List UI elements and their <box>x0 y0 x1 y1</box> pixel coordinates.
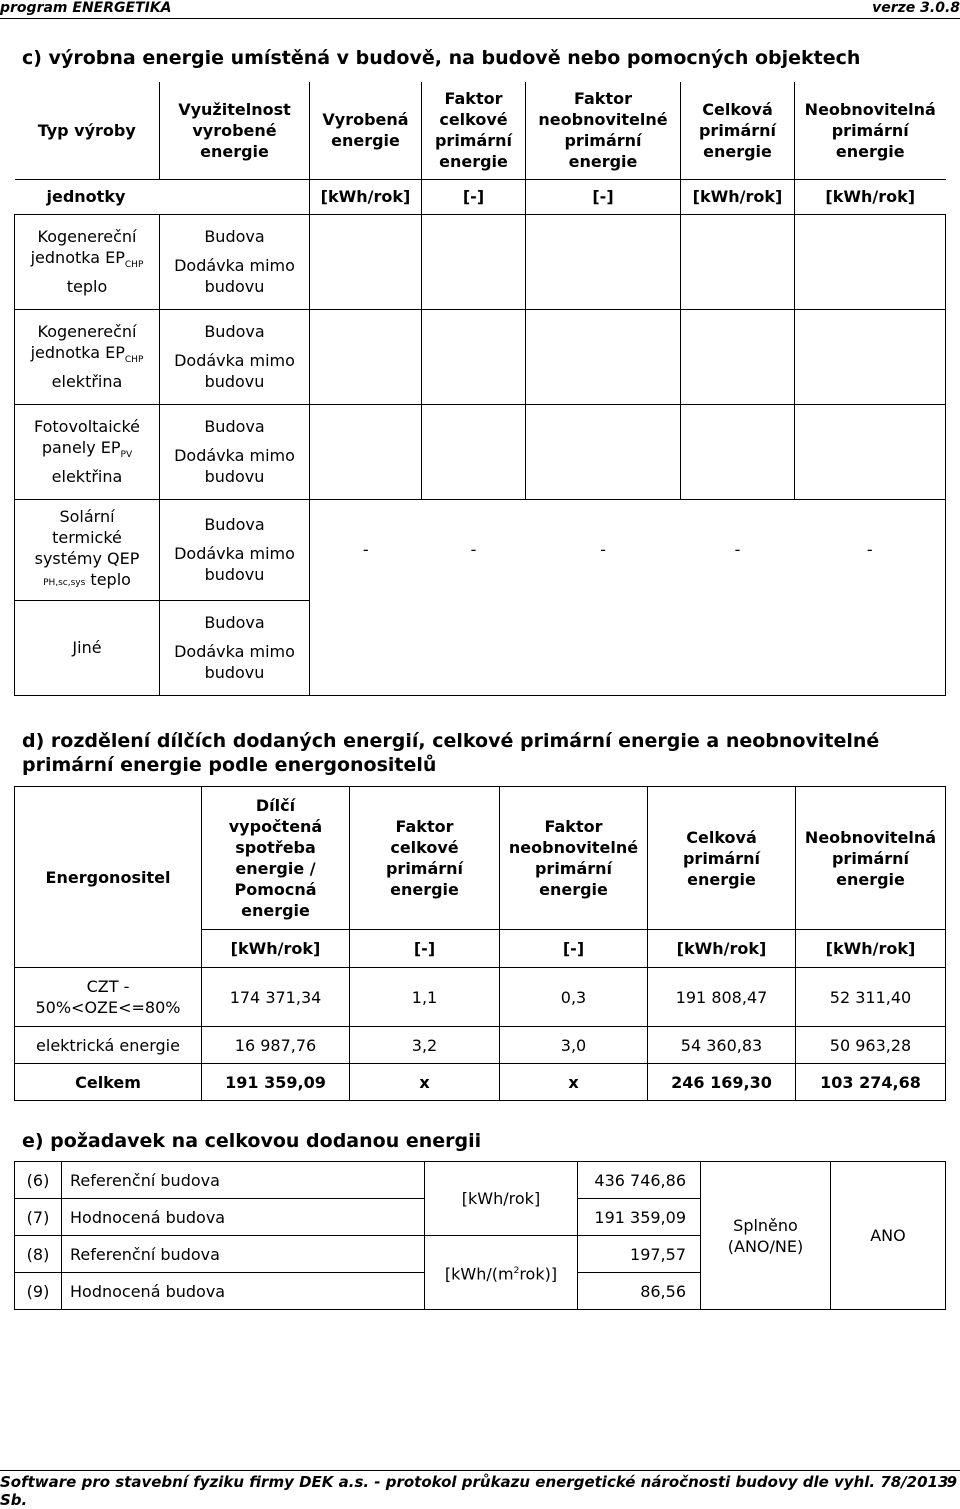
carrier-value: 16 987,76 <box>202 1027 350 1064</box>
unit-vyrobena: [kWh/rok] <box>310 179 422 214</box>
carrier-value: 3,0 <box>500 1027 648 1064</box>
carrier-row <box>15 1027 946 1064</box>
header-neobnovitelna: Neobnovitelná primární energie <box>795 82 946 179</box>
value-cell <box>795 404 946 499</box>
carrier-value: 3,2 <box>350 1027 500 1064</box>
value-cell <box>681 214 795 309</box>
unit-neobnovitelna: [kWh/rok] <box>795 179 946 214</box>
value-cell <box>310 309 422 404</box>
header-faktor-neobnovitelne: Faktor neobnovitelné primární energie <box>526 82 681 179</box>
requirement-row <box>15 1162 946 1199</box>
unit: [kWh/rok] <box>648 930 796 968</box>
unit-faktor-neobnovitelne: [-] <box>526 179 681 214</box>
value-cell <box>526 214 681 309</box>
dash-cell: - <box>600 540 606 560</box>
total-value: 103 274,68 <box>796 1064 946 1101</box>
header-energonositel: Energonositel <box>15 787 202 968</box>
row-number: (9) <box>15 1273 62 1310</box>
header-celkova: Celková primární energie <box>681 82 795 179</box>
production-header-row <box>15 82 946 179</box>
splneno-label: Splněno (ANO/NE) <box>701 1162 831 1310</box>
value-cell <box>526 600 681 695</box>
production-row <box>15 499 946 600</box>
value-cell <box>681 309 795 404</box>
value-cell <box>310 404 422 499</box>
value-cell <box>310 214 422 309</box>
usage-cell: Budova Dodávka mimo budovu <box>160 214 310 309</box>
page-number: 9 <box>946 1473 957 1491</box>
header-vyuzitelnost: Využitelnost vyrobené energie <box>160 82 310 179</box>
section-c-title: c) výrobna energie umístěná v budově, na budově nebo pomocných objektech <box>22 47 861 69</box>
delivered-energy-table <box>14 1161 946 1310</box>
header-neobnovitelna: Neobnovitelná primární energie <box>796 787 946 930</box>
header-divider <box>0 18 960 19</box>
value-cell <box>526 309 681 404</box>
row-number: (7) <box>15 1199 62 1236</box>
row-label: Referenční budova <box>62 1236 425 1273</box>
dash-cell: - <box>795 499 946 600</box>
unit-kwh: [kWh/rok] <box>425 1162 578 1236</box>
header-faktor-neobnovitelne: Faktor neobnovitelné primární energie <box>500 787 648 930</box>
production-row <box>15 309 946 404</box>
unit: [kWh/rok] <box>202 930 350 968</box>
value-cell <box>526 404 681 499</box>
unit: [-] <box>350 930 500 968</box>
carrier-name: elektrická energie <box>15 1027 202 1064</box>
carrier-value: 54 360,83 <box>648 1027 796 1064</box>
carrier-value: 191 808,47 <box>648 968 796 1027</box>
page-header <box>0 0 960 18</box>
value-cell <box>422 214 526 309</box>
units-label: jednotky <box>15 179 310 214</box>
carrier-value: 52 311,40 <box>796 968 946 1027</box>
production-row <box>15 214 946 309</box>
usage-cell: Budova Dodávka mimo budovu <box>160 309 310 404</box>
version: verze 3.0.8 <box>872 0 960 16</box>
total-value: x <box>500 1064 648 1101</box>
value-cell <box>422 309 526 404</box>
unit-celkova: [kWh/rok] <box>681 179 795 214</box>
usage-cell: Budova Dodávka mimo budovu <box>160 600 310 695</box>
energy-carrier-table <box>14 786 946 1101</box>
units-row <box>15 179 946 214</box>
value-cell <box>795 214 946 309</box>
value-cell <box>795 309 946 404</box>
carrier-value: 1,1 <box>350 968 500 1027</box>
unit: [-] <box>500 930 648 968</box>
value-cell <box>795 600 946 695</box>
carrier-total-row <box>15 1064 946 1101</box>
value-cell <box>681 600 795 695</box>
production-table <box>14 82 946 696</box>
section-e-title: e) požadavek na celkovou dodanou energii <box>22 1130 482 1152</box>
type-cell: Kogenereční jednotka $EP_{CHP}$ teplo <box>15 214 160 309</box>
production-row <box>15 404 946 499</box>
unit: [kWh/rok] <box>796 930 946 968</box>
value-cell <box>422 600 526 695</box>
total-value: x <box>350 1064 500 1101</box>
header-dilci-spotreba: Dílčí vypočtená spotřeba energie / Pomocná energie <box>202 787 350 930</box>
type-cell: Jiné <box>15 600 160 695</box>
value-cell <box>422 404 526 499</box>
row-number: (8) <box>15 1236 62 1273</box>
program-name: program ENERGETIKA <box>0 0 172 16</box>
row-label: Hodnocená budova <box>62 1199 425 1236</box>
row-label: Hodnocená budova <box>62 1273 425 1310</box>
header-faktor-celkove: Faktor celkové primární energie <box>350 787 500 930</box>
carrier-row <box>15 968 946 1027</box>
unit-kwh-m2: $[kWh/(m^2rok)]$ <box>425 1236 578 1310</box>
total-value: 246 169,30 <box>648 1064 796 1101</box>
row-label: Referenční budova <box>62 1162 425 1199</box>
unit-faktor-celkove: [-] <box>422 179 526 214</box>
carrier-header-row <box>15 787 946 930</box>
dash-cell: - <box>362 540 369 560</box>
value-cell <box>310 600 422 695</box>
carrier-name: CZT - 50%<OZE<=80% <box>15 968 202 1027</box>
page-footer <box>0 1470 960 1509</box>
dash-cell: - <box>734 540 741 560</box>
section-d-title: d) rozdělení dílčích dodaných energií, celkové primární energie a neobnovitelné primární energie podle energonositelů <box>22 730 880 776</box>
header-celkova: Celková primární energie <box>648 787 796 930</box>
total-value: 191 359,09 <box>202 1064 350 1101</box>
production-row <box>15 600 946 695</box>
row-value: 436 746,86 <box>578 1162 701 1199</box>
type-cell: Kogenereční jednotka $EP_{CHP}$ elektřina <box>15 309 160 404</box>
total-label: Celkem <box>15 1064 202 1101</box>
type-cell: Solární termické systémy QEP PH,sc,sys teplo <box>15 499 160 600</box>
carrier-value: 0,3 <box>500 968 648 1027</box>
row-value: 191 359,09 <box>578 1199 701 1236</box>
result-value: ANO <box>831 1162 946 1310</box>
usage-cell: Budova Dodávka mimo budovu <box>160 404 310 499</box>
footer-text: Software pro stavební fyziku firmy DEK a.s. - protokol průkazu energetické náročnosti budovy dle vyhl. 78/2013 Sb. <box>0 1473 949 1509</box>
row-number: (6) <box>15 1162 62 1199</box>
row-value: 197,57 <box>578 1236 701 1273</box>
value-cell <box>681 404 795 499</box>
dash-cell: - <box>470 540 477 560</box>
row-value: 86,56 <box>578 1273 701 1310</box>
type-cell: Fotovoltaické panely $EP_{PV}$ elektřina <box>15 404 160 499</box>
usage-cell: Budova Dodávka mimo budovu <box>160 499 310 600</box>
header-typ-vyroby: Typ výroby <box>15 82 160 179</box>
header-vyrobena: Vyrobená energie <box>310 82 422 179</box>
header-faktor-celkove: Faktor celkové primární energie <box>422 82 526 179</box>
carrier-value: 50 963,28 <box>796 1027 946 1064</box>
footer-divider <box>0 1470 960 1471</box>
carrier-value: 174 371,34 <box>202 968 350 1027</box>
